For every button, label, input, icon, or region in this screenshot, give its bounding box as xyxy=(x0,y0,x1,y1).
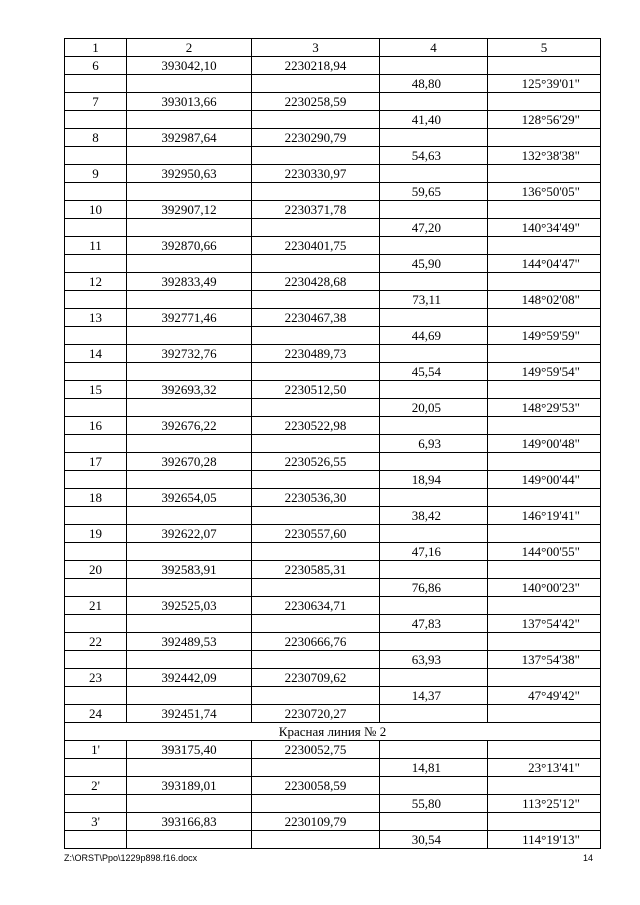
angle-cell: 149°59'59" xyxy=(488,327,601,345)
table-row xyxy=(65,615,601,633)
y-coordinate-cell: 2230709,62 xyxy=(252,669,380,687)
distance-cell xyxy=(380,273,488,291)
angle-cell: 149°00'48" xyxy=(488,435,601,453)
y-coordinate-cell xyxy=(252,615,380,633)
point-number-cell xyxy=(65,471,127,489)
table-row xyxy=(65,219,601,237)
distance-cell: 6,93 xyxy=(380,435,488,453)
table-row xyxy=(65,525,601,543)
y-coordinate-cell: 2230109,79 xyxy=(252,813,380,831)
angle-cell: 137°54'42" xyxy=(488,615,601,633)
distance-cell: 47,20 xyxy=(380,219,488,237)
angle-cell: 125°39'01" xyxy=(488,75,601,93)
table-row xyxy=(65,795,601,813)
table-row xyxy=(65,75,601,93)
coordinate-table xyxy=(64,38,601,849)
distance-cell: 38,42 xyxy=(380,507,488,525)
point-number-cell xyxy=(65,111,127,129)
point-number-cell xyxy=(65,615,127,633)
point-number-cell: 3' xyxy=(65,813,127,831)
y-coordinate-cell: 2230585,31 xyxy=(252,561,380,579)
y-coordinate-cell: 2230536,30 xyxy=(252,489,380,507)
distance-cell xyxy=(380,705,488,723)
point-number-cell: 23 xyxy=(65,669,127,687)
angle-cell: 114°19'13" xyxy=(488,831,601,849)
point-number-cell xyxy=(65,435,127,453)
x-coordinate-cell: 392583,91 xyxy=(127,561,252,579)
table-row xyxy=(65,543,601,561)
angle-cell xyxy=(488,381,601,399)
distance-cell: 54,63 xyxy=(380,147,488,165)
angle-cell xyxy=(488,453,601,471)
coordinate-table-body xyxy=(65,39,601,849)
point-number-cell xyxy=(65,183,127,201)
table-row xyxy=(65,363,601,381)
point-number-cell xyxy=(65,687,127,705)
y-coordinate-cell: 2230058,59 xyxy=(252,777,380,795)
table-row xyxy=(65,687,601,705)
table-row xyxy=(65,165,601,183)
y-coordinate-cell xyxy=(252,147,380,165)
table-row xyxy=(65,417,601,435)
point-number-cell: 11 xyxy=(65,237,127,255)
table-row xyxy=(65,57,601,75)
angle-cell: 144°00'55" xyxy=(488,543,601,561)
y-coordinate-cell xyxy=(252,363,380,381)
point-number-cell xyxy=(65,651,127,669)
x-coordinate-cell: 392693,32 xyxy=(127,381,252,399)
angle-cell: 137°54'38" xyxy=(488,651,601,669)
point-number-cell: 1' xyxy=(65,741,127,759)
x-coordinate-cell xyxy=(127,363,252,381)
x-coordinate-cell: 393042,10 xyxy=(127,57,252,75)
distance-cell: 20,05 xyxy=(380,399,488,417)
x-coordinate-cell: 392676,22 xyxy=(127,417,252,435)
point-number-cell: 21 xyxy=(65,597,127,615)
x-coordinate-cell xyxy=(127,399,252,417)
distance-cell xyxy=(380,525,488,543)
table-row xyxy=(65,471,601,489)
point-number-cell: 20 xyxy=(65,561,127,579)
y-coordinate-cell: 2230218,94 xyxy=(252,57,380,75)
point-number-cell xyxy=(65,759,127,777)
y-coordinate-cell: 2230052,75 xyxy=(252,741,380,759)
point-number-cell: 13 xyxy=(65,309,127,327)
angle-cell: 140°00'23" xyxy=(488,579,601,597)
table-row xyxy=(65,777,601,795)
distance-cell xyxy=(380,309,488,327)
angle-cell xyxy=(488,669,601,687)
distance-cell xyxy=(380,417,488,435)
x-coordinate-cell: 392451,74 xyxy=(127,705,252,723)
table-row xyxy=(65,381,601,399)
distance-cell: 18,94 xyxy=(380,471,488,489)
table-row xyxy=(65,201,601,219)
distance-cell: 44,69 xyxy=(380,327,488,345)
x-coordinate-cell xyxy=(127,543,252,561)
point-number-cell: 18 xyxy=(65,489,127,507)
point-number-cell xyxy=(65,831,127,849)
y-coordinate-cell: 2230330,97 xyxy=(252,165,380,183)
angle-cell: 144°04'47" xyxy=(488,255,601,273)
y-coordinate-cell xyxy=(252,507,380,525)
angle-cell: 140°34'49" xyxy=(488,219,601,237)
distance-cell: 76,86 xyxy=(380,579,488,597)
angle-cell xyxy=(488,489,601,507)
distance-cell xyxy=(380,345,488,363)
x-coordinate-cell: 392833,49 xyxy=(127,273,252,291)
angle-cell xyxy=(488,777,601,795)
angle-cell xyxy=(488,309,601,327)
x-coordinate-cell xyxy=(127,795,252,813)
distance-cell xyxy=(380,93,488,111)
angle-cell: 149°59'54" xyxy=(488,363,601,381)
x-coordinate-cell: 392771,46 xyxy=(127,309,252,327)
table-row xyxy=(65,759,601,777)
y-coordinate-cell xyxy=(252,471,380,489)
table-row xyxy=(65,327,601,345)
table-row xyxy=(65,597,601,615)
x-coordinate-cell xyxy=(127,327,252,345)
y-coordinate-cell xyxy=(252,831,380,849)
table-row xyxy=(65,669,601,687)
distance-cell xyxy=(380,381,488,399)
angle-cell xyxy=(488,201,601,219)
table-row xyxy=(65,273,601,291)
table-row xyxy=(65,561,601,579)
angle-cell xyxy=(488,129,601,147)
angle-cell: 136°50'05" xyxy=(488,183,601,201)
point-number-cell xyxy=(65,291,127,309)
distance-cell xyxy=(380,813,488,831)
y-coordinate-cell: 2230428,68 xyxy=(252,273,380,291)
x-coordinate-cell xyxy=(127,579,252,597)
distance-cell: 14,37 xyxy=(380,687,488,705)
table-row xyxy=(65,507,601,525)
point-number-cell xyxy=(65,255,127,273)
y-coordinate-cell: 2230258,59 xyxy=(252,93,380,111)
y-coordinate-cell xyxy=(252,219,380,237)
table-row xyxy=(65,633,601,651)
y-coordinate-cell xyxy=(252,291,380,309)
y-coordinate-cell xyxy=(252,75,380,93)
angle-cell xyxy=(488,741,601,759)
table-row xyxy=(65,651,601,669)
point-number-cell: 6 xyxy=(65,57,127,75)
distance-cell xyxy=(380,777,488,795)
angle-cell xyxy=(488,597,601,615)
x-coordinate-cell: 392670,28 xyxy=(127,453,252,471)
x-coordinate-cell xyxy=(127,471,252,489)
x-coordinate-cell xyxy=(127,183,252,201)
angle-cell xyxy=(488,345,601,363)
x-coordinate-cell: 393166,83 xyxy=(127,813,252,831)
y-coordinate-cell xyxy=(252,255,380,273)
point-number-cell: 8 xyxy=(65,129,127,147)
table-row xyxy=(65,237,601,255)
x-coordinate-cell: 392732,76 xyxy=(127,345,252,363)
x-coordinate-cell xyxy=(127,435,252,453)
angle-cell: 23°13'41" xyxy=(488,759,601,777)
angle-cell xyxy=(488,93,601,111)
distance-cell xyxy=(380,597,488,615)
distance-cell xyxy=(380,237,488,255)
point-number-cell xyxy=(65,219,127,237)
distance-cell xyxy=(380,57,488,75)
point-number-cell: 15 xyxy=(65,381,127,399)
x-coordinate-cell: 392442,09 xyxy=(127,669,252,687)
table-row xyxy=(65,183,601,201)
y-coordinate-cell: 2230489,73 xyxy=(252,345,380,363)
distance-cell: 73,11 xyxy=(380,291,488,309)
x-coordinate-cell: 392622,07 xyxy=(127,525,252,543)
point-number-cell xyxy=(65,363,127,381)
table-row xyxy=(65,435,601,453)
x-coordinate-cell xyxy=(127,651,252,669)
x-coordinate-cell xyxy=(127,687,252,705)
footer-file-path: Z:\ORST\Ppo\1229p898.f16.docx xyxy=(64,853,198,863)
point-number-cell: 12 xyxy=(65,273,127,291)
angle-cell: 47°49'42" xyxy=(488,687,601,705)
angle-cell xyxy=(488,633,601,651)
header-cell-2: 2 xyxy=(127,39,252,57)
point-number-cell xyxy=(65,147,127,165)
y-coordinate-cell: 2230526,55 xyxy=(252,453,380,471)
distance-cell xyxy=(380,561,488,579)
y-coordinate-cell: 2230512,50 xyxy=(252,381,380,399)
point-number-cell: 14 xyxy=(65,345,127,363)
distance-cell xyxy=(380,633,488,651)
distance-cell xyxy=(380,129,488,147)
table-row xyxy=(65,705,601,723)
table-row xyxy=(65,813,601,831)
point-number-cell: 10 xyxy=(65,201,127,219)
table-row xyxy=(65,399,601,417)
x-coordinate-cell xyxy=(127,255,252,273)
x-coordinate-cell xyxy=(127,759,252,777)
point-number-cell: 17 xyxy=(65,453,127,471)
footer-page-number: 14 xyxy=(583,853,594,863)
angle-cell xyxy=(488,165,601,183)
section-title: Красная линия № 2 xyxy=(65,723,601,741)
x-coordinate-cell: 392987,64 xyxy=(127,129,252,147)
angle-cell xyxy=(488,705,601,723)
distance-cell xyxy=(380,201,488,219)
section-title-row xyxy=(65,723,601,741)
table-row xyxy=(65,453,601,471)
angle-cell: 113°25'12" xyxy=(488,795,601,813)
y-coordinate-cell xyxy=(252,795,380,813)
y-coordinate-cell xyxy=(252,759,380,777)
distance-cell xyxy=(380,669,488,687)
y-coordinate-cell xyxy=(252,579,380,597)
x-coordinate-cell: 393189,01 xyxy=(127,777,252,795)
angle-cell xyxy=(488,813,601,831)
y-coordinate-cell: 2230371,78 xyxy=(252,201,380,219)
distance-cell: 63,93 xyxy=(380,651,488,669)
point-number-cell: 16 xyxy=(65,417,127,435)
x-coordinate-cell xyxy=(127,219,252,237)
distance-cell xyxy=(380,489,488,507)
angle-cell: 148°02'08" xyxy=(488,291,601,309)
y-coordinate-cell: 2230666,76 xyxy=(252,633,380,651)
y-coordinate-cell: 2230634,71 xyxy=(252,597,380,615)
x-coordinate-cell: 392489,53 xyxy=(127,633,252,651)
table-row xyxy=(65,147,601,165)
angle-cell xyxy=(488,525,601,543)
point-number-cell: 22 xyxy=(65,633,127,651)
table-row xyxy=(65,129,601,147)
y-coordinate-cell: 2230290,79 xyxy=(252,129,380,147)
distance-cell: 14,81 xyxy=(380,759,488,777)
distance-cell xyxy=(380,165,488,183)
distance-cell: 59,65 xyxy=(380,183,488,201)
angle-cell xyxy=(488,273,601,291)
angle-cell: 146°19'41" xyxy=(488,507,601,525)
x-coordinate-cell xyxy=(127,75,252,93)
y-coordinate-cell xyxy=(252,399,380,417)
x-coordinate-cell: 392525,03 xyxy=(127,597,252,615)
distance-cell xyxy=(380,453,488,471)
y-coordinate-cell: 2230522,98 xyxy=(252,417,380,435)
distance-cell: 47,16 xyxy=(380,543,488,561)
point-number-cell: 24 xyxy=(65,705,127,723)
x-coordinate-cell: 392907,12 xyxy=(127,201,252,219)
point-number-cell xyxy=(65,399,127,417)
x-coordinate-cell: 392654,05 xyxy=(127,489,252,507)
x-coordinate-cell: 393175,40 xyxy=(127,741,252,759)
angle-cell xyxy=(488,57,601,75)
table-row xyxy=(65,291,601,309)
table-row xyxy=(65,741,601,759)
y-coordinate-cell xyxy=(252,651,380,669)
table-row xyxy=(65,255,601,273)
header-cell-4: 4 xyxy=(380,39,488,57)
header-cell-1: 1 xyxy=(65,39,127,57)
angle-cell: 132°38'38" xyxy=(488,147,601,165)
y-coordinate-cell xyxy=(252,543,380,561)
distance-cell: 30,54 xyxy=(380,831,488,849)
x-coordinate-cell xyxy=(127,507,252,525)
point-number-cell xyxy=(65,795,127,813)
point-number-cell xyxy=(65,507,127,525)
point-number-cell: 2' xyxy=(65,777,127,795)
angle-cell xyxy=(488,417,601,435)
table-row xyxy=(65,489,601,507)
x-coordinate-cell xyxy=(127,291,252,309)
table-row xyxy=(65,93,601,111)
angle-cell: 148°29'53" xyxy=(488,399,601,417)
y-coordinate-cell xyxy=(252,687,380,705)
table-row xyxy=(65,309,601,327)
distance-cell: 45,54 xyxy=(380,363,488,381)
point-number-cell: 9 xyxy=(65,165,127,183)
y-coordinate-cell xyxy=(252,183,380,201)
point-number-cell xyxy=(65,75,127,93)
x-coordinate-cell: 392950,63 xyxy=(127,165,252,183)
header-cell-5: 5 xyxy=(488,39,601,57)
coordinate-table-container xyxy=(64,38,600,849)
angle-cell: 128°56'29" xyxy=(488,111,601,129)
x-coordinate-cell xyxy=(127,831,252,849)
table-header-row xyxy=(65,39,601,57)
y-coordinate-cell: 2230467,38 xyxy=(252,309,380,327)
x-coordinate-cell xyxy=(127,615,252,633)
angle-cell xyxy=(488,561,601,579)
x-coordinate-cell xyxy=(127,147,252,165)
y-coordinate-cell: 2230720,27 xyxy=(252,705,380,723)
y-coordinate-cell xyxy=(252,435,380,453)
point-number-cell xyxy=(65,327,127,345)
table-row xyxy=(65,579,601,597)
distance-cell: 47,83 xyxy=(380,615,488,633)
point-number-cell: 19 xyxy=(65,525,127,543)
x-coordinate-cell xyxy=(127,111,252,129)
table-row xyxy=(65,831,601,849)
distance-cell: 55,80 xyxy=(380,795,488,813)
y-coordinate-cell xyxy=(252,327,380,345)
x-coordinate-cell: 393013,66 xyxy=(127,93,252,111)
y-coordinate-cell: 2230557,60 xyxy=(252,525,380,543)
table-row xyxy=(65,345,601,363)
point-number-cell: 7 xyxy=(65,93,127,111)
y-coordinate-cell: 2230401,75 xyxy=(252,237,380,255)
table-row xyxy=(65,111,601,129)
point-number-cell xyxy=(65,543,127,561)
distance-cell: 45,90 xyxy=(380,255,488,273)
distance-cell: 41,40 xyxy=(380,111,488,129)
y-coordinate-cell xyxy=(252,111,380,129)
distance-cell: 48,80 xyxy=(380,75,488,93)
header-cell-3: 3 xyxy=(252,39,380,57)
distance-cell xyxy=(380,741,488,759)
x-coordinate-cell: 392870,66 xyxy=(127,237,252,255)
point-number-cell xyxy=(65,579,127,597)
angle-cell xyxy=(488,237,601,255)
angle-cell: 149°00'44" xyxy=(488,471,601,489)
